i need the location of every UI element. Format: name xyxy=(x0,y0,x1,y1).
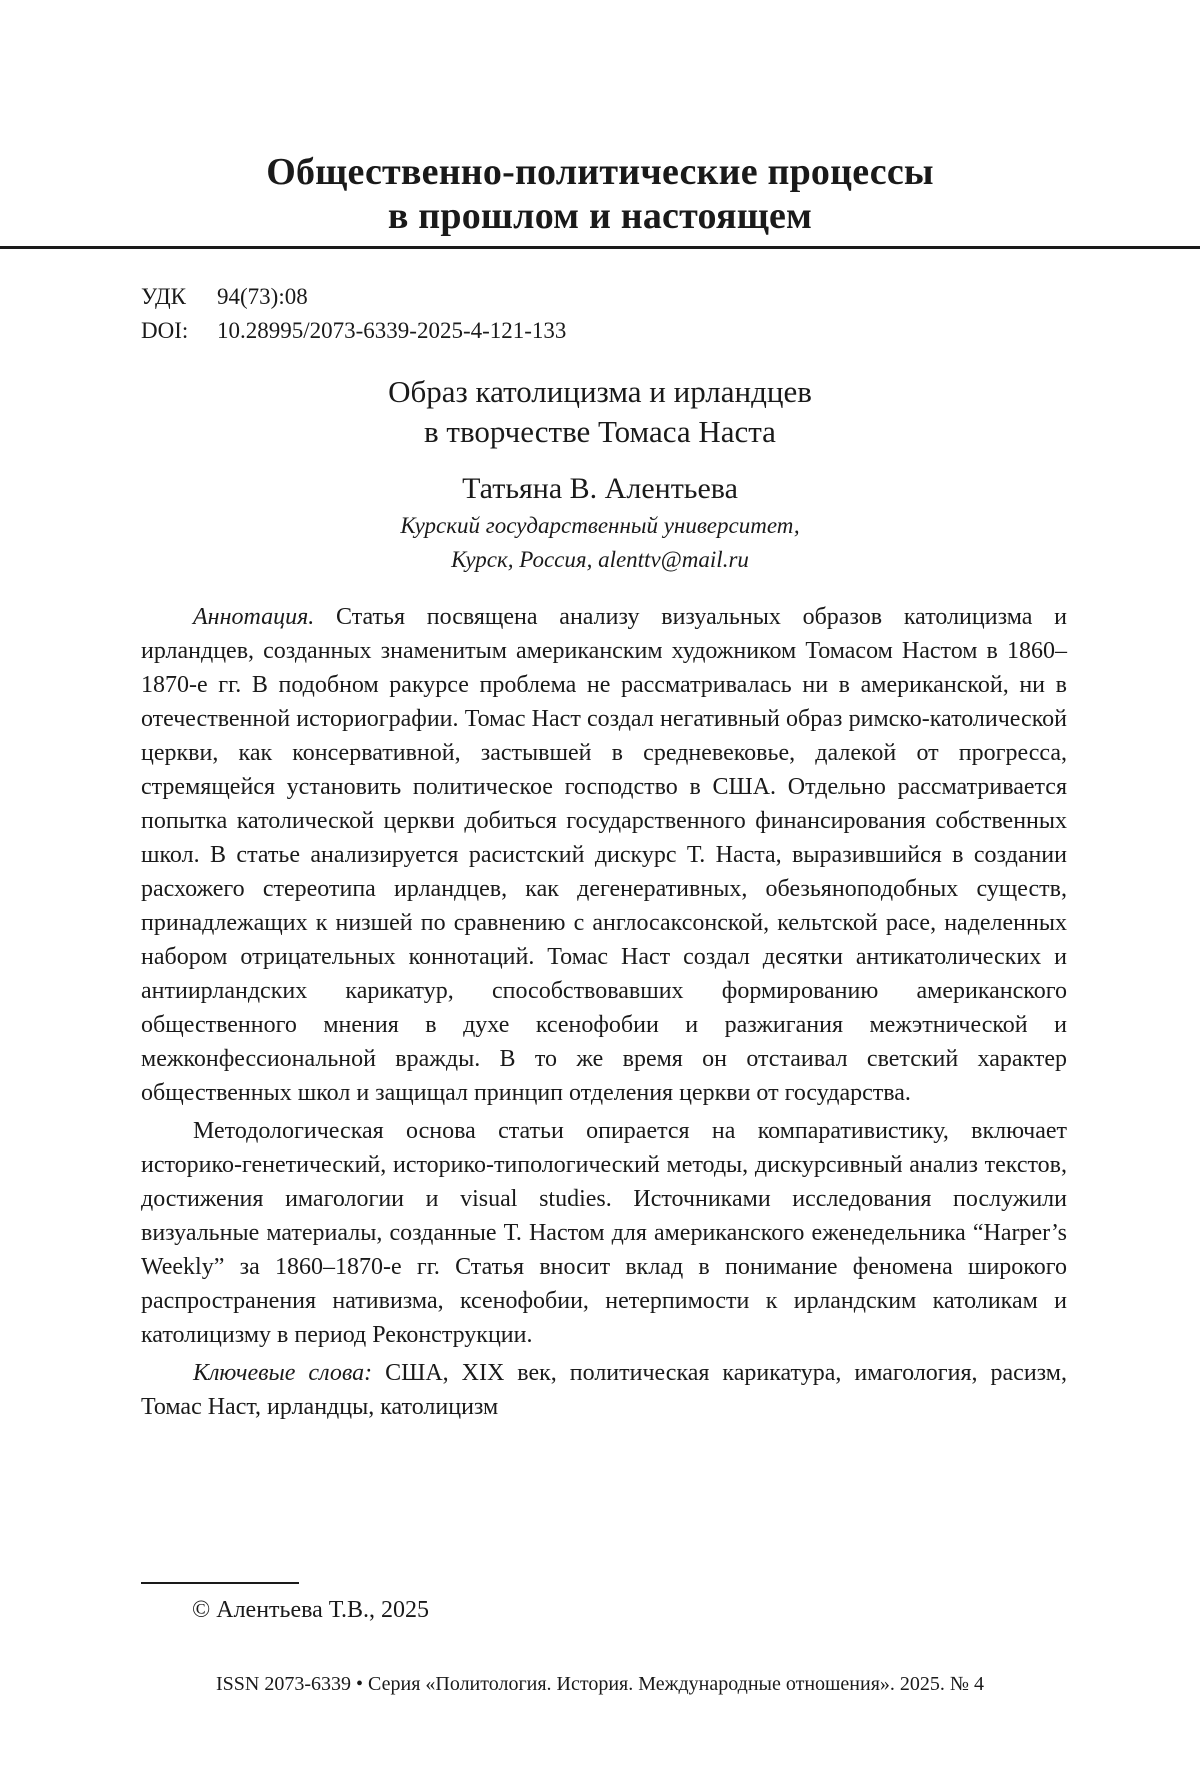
abstract-paragraph-1 xyxy=(141,600,1067,1110)
doi-row xyxy=(141,314,566,348)
article-title-line-1: Образ католицизма и ирландцев xyxy=(0,372,1200,412)
doi-label: DOI: xyxy=(141,314,217,348)
keywords-paragraph xyxy=(141,1356,1067,1424)
abstract-label: Аннотация. xyxy=(193,604,314,630)
article-metadata xyxy=(141,280,566,348)
copyright-note: © Алентьева Т.В., 2025 xyxy=(192,1593,429,1627)
section-title-line-1: Общественно-политические процессы xyxy=(0,150,1200,194)
article-title-line-2: в творчестве Томаса Наста xyxy=(0,412,1200,452)
author-affiliation xyxy=(0,509,1200,577)
keywords-label: Ключевые слова: xyxy=(193,1360,372,1386)
abstract-paragraph-2: Методологическая основа статьи опирается на компаративистику, включает историко-генетический, историко-типологический методы, дискурсивный анализ текстов, достижения имагологии и visual studies. Источниками исследования послужили визуальные материалы, созданные Т. Настом для американского еженедельника “Harper’s Weekly” за 1860–1870-е гг. Статья вносит вклад в понимание феномена широкого распространения нативизма, ксенофобии, нетерпимости к ирландским католикам и католицизму в период Реконструкции. xyxy=(141,1114,1067,1352)
keywords-text: США, XIX век, политическая карикатура, имагология, расизм, Томас Наст, ирландцы, католицизм xyxy=(141,1360,1067,1420)
affiliation-line-1: Курский государственный университет, xyxy=(0,509,1200,543)
udc-label: УДК xyxy=(141,280,217,314)
section-divider xyxy=(0,246,1200,249)
page-footer: ISSN 2073-6339 • Серия «Политология. История. Международные отношения». 2025. № 4 xyxy=(0,1670,1200,1698)
udc-value: 94(73):08 xyxy=(217,284,308,309)
section-title-line-2: в прошлом и настоящем xyxy=(0,194,1200,238)
article-title xyxy=(0,372,1200,452)
author-name: Татьяна В. Алентьева xyxy=(0,470,1200,508)
udc-row xyxy=(141,280,566,314)
abstract-text-1: Статья посвящена анализу визуальных образов католицизма и ирландцев, созданных знаменитым американским художником Томасом Настом в 1860–1870-е гг. В подобном ракурсе проблема не рассматривалась ни в американской, ни в отечественной историографии. Томас Наст создал негативный образ римско-католической церкви, как консервативной, застывшей в средневековье, далекой от прогресса, стремящейся установить политическое господство в США. Отдельно рассматривается попытка католической церкви добиться государственного финансирования собственных школ. В статье анализируется расистский дискурс Т. Наста, выразившийся в создании расхожего стереотипа ирландцев, как дегенеративных, обезьяноподобных существ, принадлежащих к низшей по сравнению с англосаксонской, кельтской расе, наделенных набором отрицательных коннотаций. Томас Наст создал десятки антикатолических и антиирландских карикатур, способствовавших формированию американского общественного мнения в духе ксенофобии и разжигания межэтнической и межконфессиональной вражды. В то же время он отстаивал светский характер общественных школ и защищал принцип отделения церкви от государства. xyxy=(141,604,1067,1106)
doi-value[interactable]: 10.28995/2073-6339-2025-4-121-133 xyxy=(217,318,566,343)
footnote-divider xyxy=(141,1582,299,1584)
abstract-block xyxy=(141,600,1067,1428)
affiliation-line-2: Курск, Россия, alenttv@mail.ru xyxy=(0,543,1200,577)
section-title xyxy=(0,150,1200,238)
